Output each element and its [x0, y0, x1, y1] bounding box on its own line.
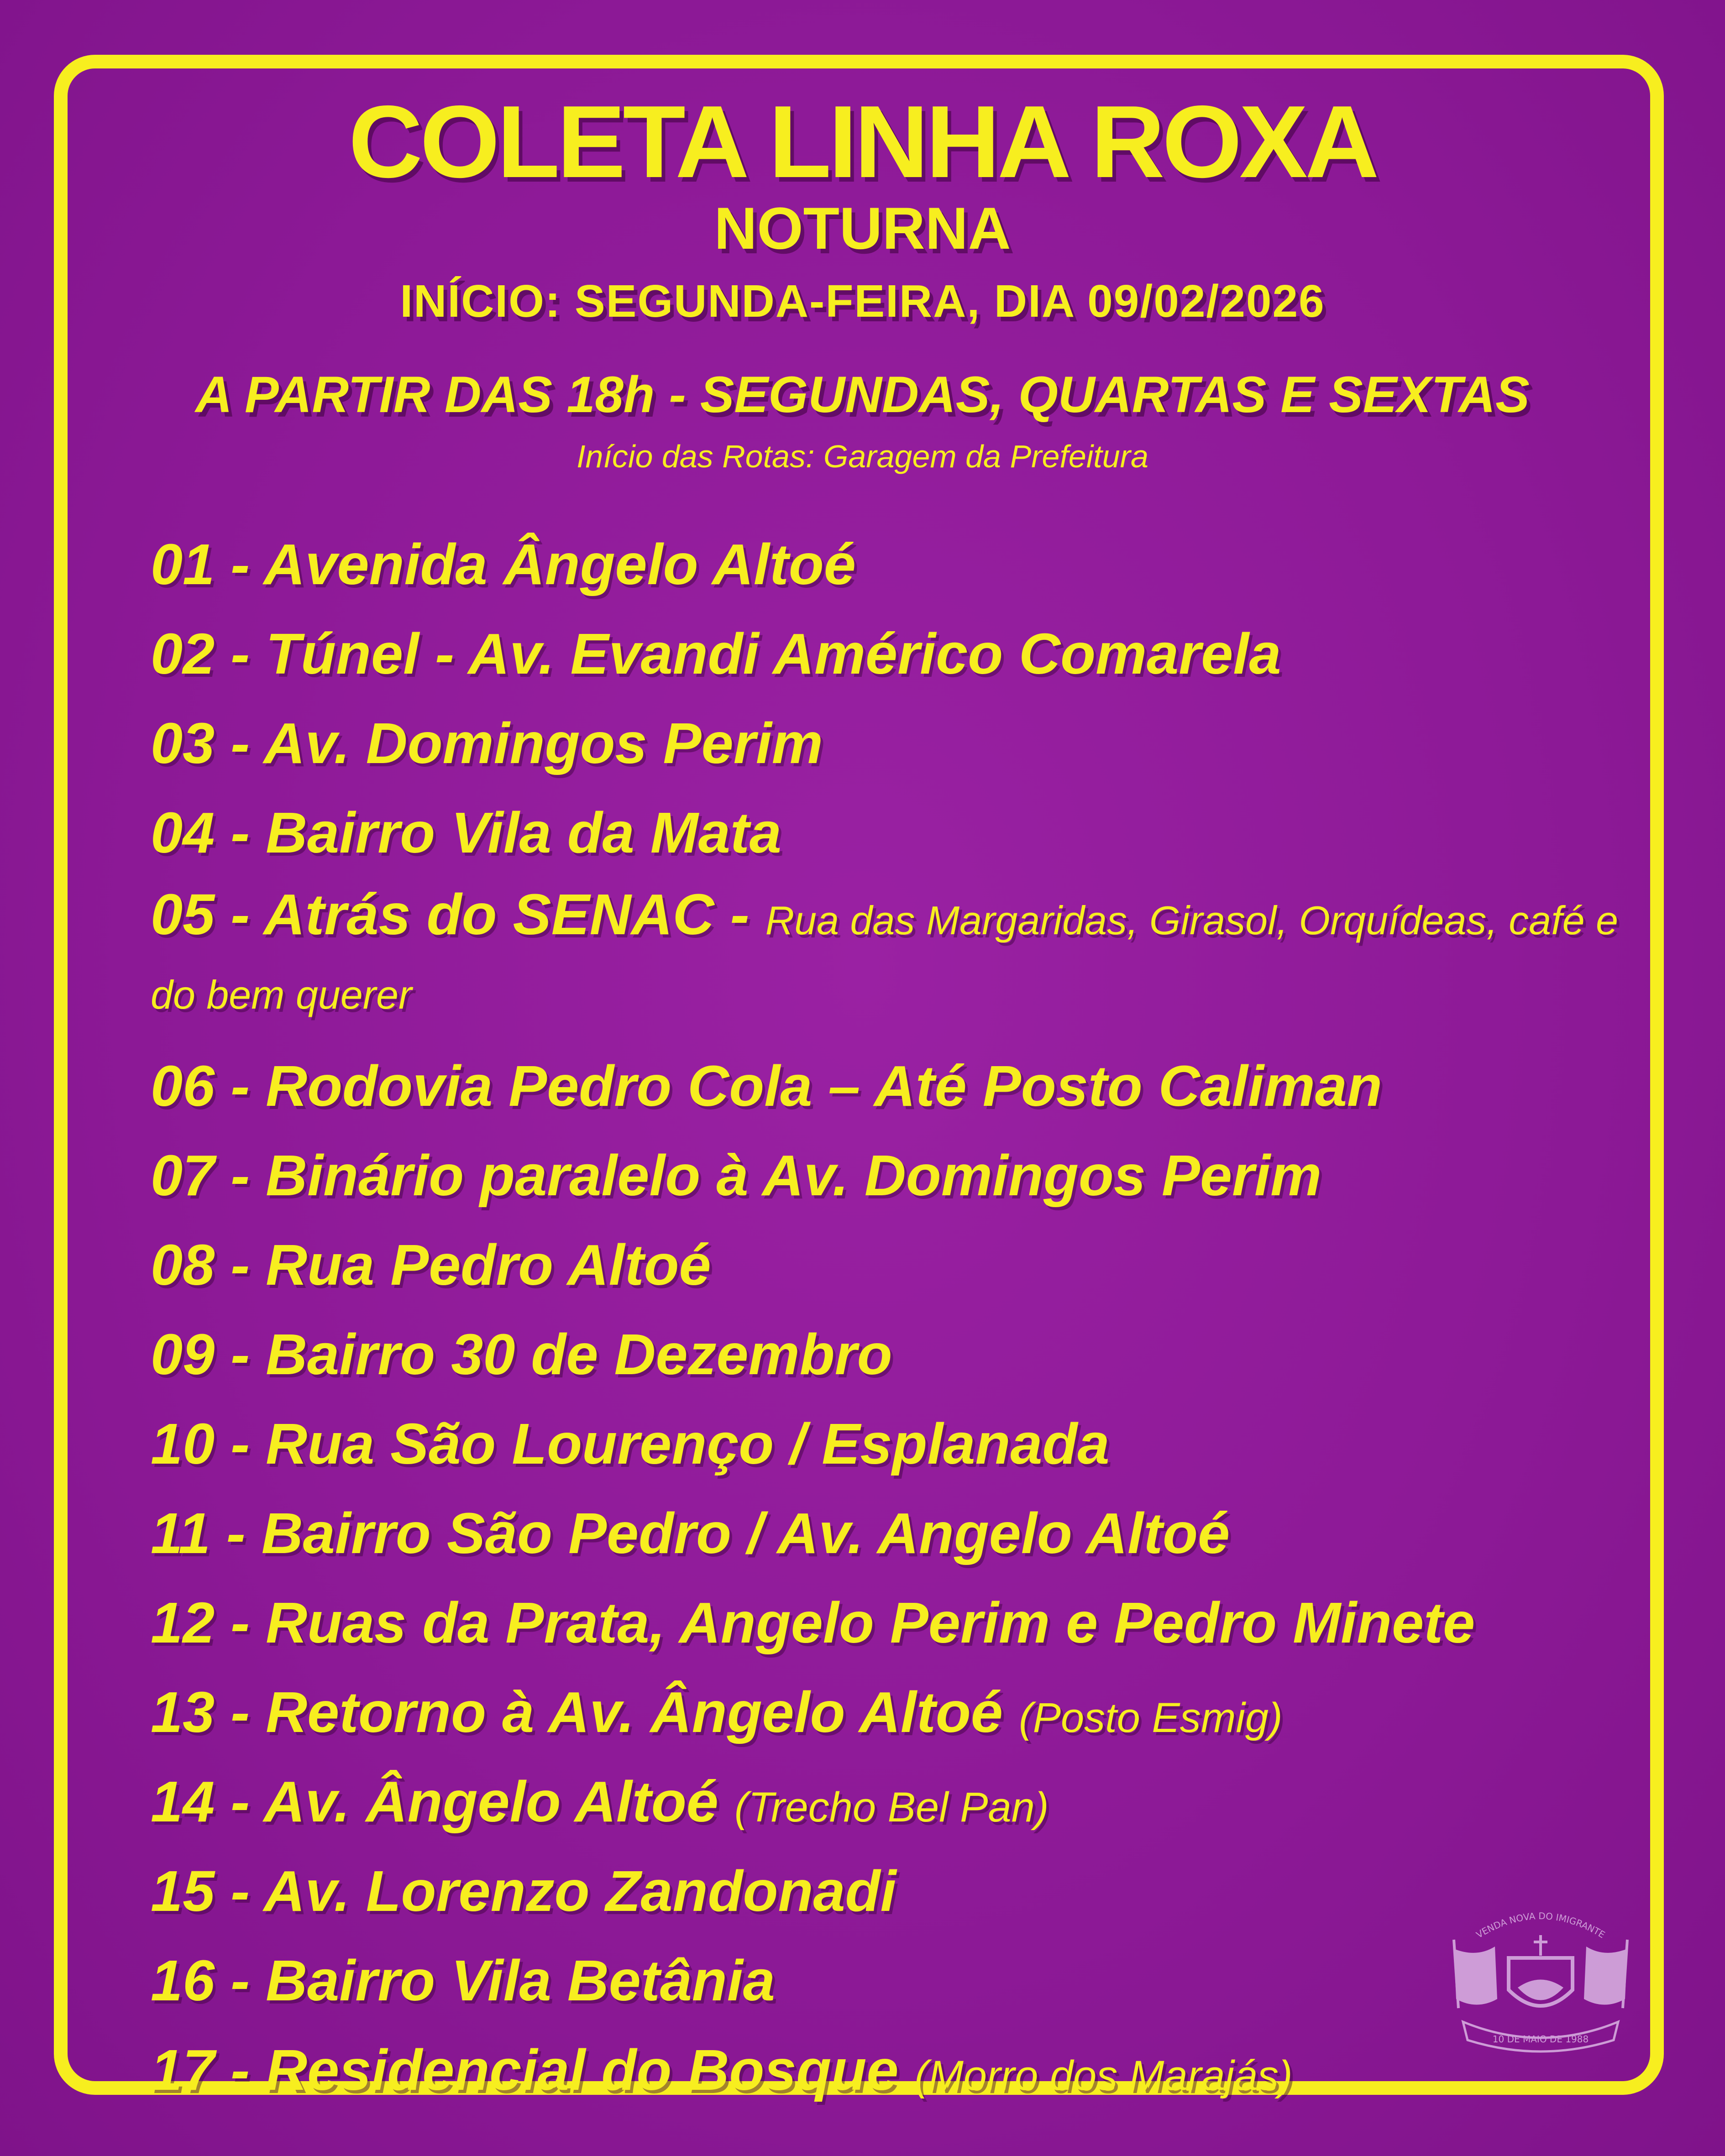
start-date: INÍCIO: SEGUNDA-FEIRA, DIA 09/02/2026: [400, 276, 1325, 327]
route-name: 16 - Bairro Vila Betânia: [151, 1948, 775, 2013]
poster-subtitle: NOTURNA: [714, 195, 1011, 262]
route-item: [151, 2028, 1634, 2118]
route-name: 04 - Bairro Vila da Mata: [151, 801, 781, 865]
route-item: [151, 1313, 1634, 1402]
route-start-note: Início das Rotas: Garagem da Prefeitura: [577, 439, 1148, 474]
route-name: 13 - Retorno à Av. Ângelo Altoé: [151, 1680, 1019, 1744]
route-item: [151, 1491, 1634, 1581]
route-item: [151, 701, 1634, 791]
route-note: (Morro dos Marajás): [914, 2052, 1293, 2099]
route-note: (Trecho Bel Pan): [734, 1784, 1049, 1831]
route-item: [151, 1134, 1634, 1223]
route-item: [151, 1760, 1634, 1849]
poster-title: COLETA LINHA ROXA: [348, 84, 1377, 199]
route-item: [151, 880, 1634, 1029]
route-name: 14 - Av. Ângelo Altoé: [151, 1769, 734, 1834]
route-item: [151, 1670, 1634, 1760]
route-item: [151, 1939, 1634, 2028]
route-item: [151, 1849, 1634, 1939]
route-name: 03 - Av. Domingos Perim: [151, 711, 823, 775]
route-name: 11 - Bairro São Pedro / Av. Angelo Altoé: [151, 1501, 1230, 1565]
route-name: 17 - Residencial do Bosque: [151, 2038, 915, 2102]
route-name: 12 - Ruas da Prata, Angelo Perim e Pedro Minete: [151, 1591, 1475, 1655]
route-item: [151, 1402, 1634, 1491]
seal-top-text: VENDA NOVA DO IMIGRANTE: [1474, 1910, 1607, 1941]
seal-bottom-text: 10 DE MAIO DE 1988: [1492, 2034, 1589, 2045]
route-name: 05 - Atrás do SENAC -: [151, 882, 766, 947]
route-name: 06 - Rodovia Pedro Cola – Até Posto Caliman: [151, 1054, 1382, 1118]
route-item: [151, 1044, 1634, 1134]
route-name: 09 - Bairro 30 de Dezembro: [151, 1322, 892, 1387]
route-item: [151, 612, 1634, 701]
route-name: 02 - Túnel - Av. Evandi Américo Comarela: [151, 622, 1281, 686]
schedule-line: A PARTIR DAS 18h - SEGUNDAS, QUARTAS E SEXTAS: [195, 366, 1530, 423]
route-item: [151, 1581, 1634, 1670]
route-note: Rua das Margaridas, Girasol, Orquídeas, café e do bem querer: [151, 898, 1619, 1017]
route-name: 07 - Binário paralelo à Av. Domingos Perim: [151, 1143, 1322, 1208]
route-name: 10 - Rua São Lourenço / Esplanada: [151, 1412, 1110, 1476]
route-item: [151, 791, 1634, 880]
route-name: 15 - Av. Lorenzo Zandonadi: [151, 1859, 897, 1923]
route-name: 08 - Rua Pedro Altoé: [151, 1233, 711, 1297]
route-name: 01 - Avenida Ângelo Altoé: [151, 532, 856, 597]
city-seal-icon: [1445, 1903, 1636, 2058]
route-item: [151, 1223, 1634, 1313]
route-list: [151, 523, 1634, 2118]
route-item: [151, 523, 1634, 612]
route-note: (Posto Esmig): [1018, 1695, 1283, 1741]
